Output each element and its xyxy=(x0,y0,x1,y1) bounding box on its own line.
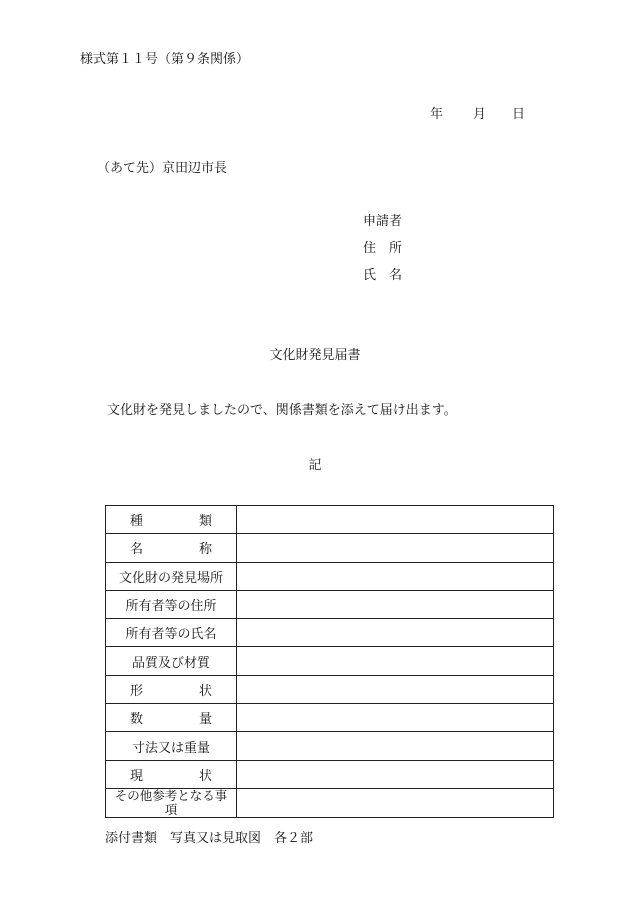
attachments-note: 添付書類 写真又は見取図 各２部 xyxy=(105,831,314,846)
label-char: 数 xyxy=(130,712,144,728)
value-cell-name[interactable] xyxy=(237,534,554,562)
table-row xyxy=(106,562,554,590)
value-cell-owner-name[interactable] xyxy=(237,619,554,647)
value-cell-type[interactable] xyxy=(237,506,554,534)
label-char: 種 xyxy=(130,514,144,530)
label-line: その他参考となる事 xyxy=(114,787,228,803)
label-char: 名 xyxy=(130,542,144,558)
row-label-quantity xyxy=(106,704,237,732)
label-char: 量 xyxy=(198,712,212,728)
table-row xyxy=(106,506,554,534)
row-label-other-reference xyxy=(106,788,237,817)
table-row xyxy=(106,675,554,703)
date-day-label: 日 xyxy=(512,107,526,122)
form-number: 様式第１１号（第９条関係） xyxy=(80,52,250,67)
value-cell-shape[interactable] xyxy=(237,675,554,703)
row-label-type xyxy=(106,506,237,534)
value-cell-other-reference[interactable] xyxy=(237,788,554,817)
value-cell-dimensions-weight[interactable] xyxy=(237,732,554,760)
applicant-heading: 申請者 xyxy=(363,214,403,229)
statement-text: 文化財を発見しましたので、関係書類を添えて届け出ます。 xyxy=(107,403,457,418)
row-label-quality-material: 品質及び材質 xyxy=(106,647,237,675)
table-row xyxy=(106,590,554,618)
details-table xyxy=(105,505,554,818)
label-char: 類 xyxy=(198,514,212,530)
applicant-address-label: 住 所 xyxy=(363,241,403,256)
label-char: 状 xyxy=(198,683,212,699)
row-label-owner-address: 所有者等の住所 xyxy=(106,590,237,618)
value-cell-current-state[interactable] xyxy=(237,760,554,788)
row-label-discovery-place: 文化財の発見場所 xyxy=(106,562,237,590)
label-char: 現 xyxy=(130,768,144,784)
note-heading: 記 xyxy=(308,458,322,473)
label-line: 項 xyxy=(164,801,178,817)
table-row xyxy=(106,788,554,817)
table-row xyxy=(106,732,554,760)
value-cell-quantity[interactable] xyxy=(237,704,554,732)
label-char: 状 xyxy=(198,768,212,784)
row-label-owner-name: 所有者等の氏名 xyxy=(106,619,237,647)
row-label-shape xyxy=(106,675,237,703)
row-label-current-state xyxy=(106,760,237,788)
row-label-name xyxy=(106,534,237,562)
document-title: 文化財発見届書 xyxy=(269,348,361,363)
label-char: 形 xyxy=(130,683,144,699)
table-row xyxy=(106,534,554,562)
table-row xyxy=(106,704,554,732)
table-row xyxy=(106,647,554,675)
table-row xyxy=(106,760,554,788)
date-year-label: 年 xyxy=(430,107,444,122)
value-cell-owner-address[interactable] xyxy=(237,590,554,618)
date-month-label: 月 xyxy=(473,107,487,122)
addressee: （あて先）京田辺市長 xyxy=(97,161,228,176)
value-cell-discovery-place[interactable] xyxy=(237,562,554,590)
applicant-name-label: 氏 名 xyxy=(363,268,403,283)
table-row xyxy=(106,619,554,647)
value-cell-quality-material[interactable] xyxy=(237,647,554,675)
label-char: 称 xyxy=(198,542,212,558)
row-label-dimensions-weight: 寸法又は重量 xyxy=(106,732,237,760)
